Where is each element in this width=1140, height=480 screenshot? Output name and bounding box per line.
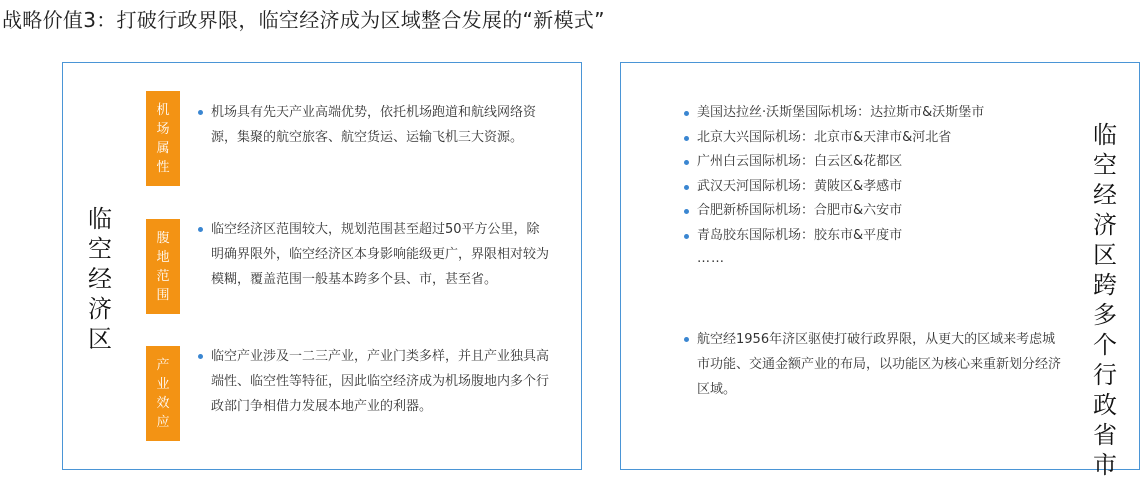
bullet-dot-icon	[684, 234, 689, 239]
list-item: 广州白云国际机场：白云区&花都区	[697, 150, 984, 175]
section-description	[211, 344, 551, 419]
list-item: 青岛胶东国际机场：胶东市&平度市	[697, 224, 984, 249]
list-item: 美国达拉丝·沃斯堡国际机场：达拉斯市&沃斯堡市	[697, 101, 984, 126]
summary-note-text: 航空经1956年济区驱使打破行政界限，从更大的区域来考虑城市功能、交通金额产业的布局，以功能区为核心来重新划分经济区域。	[697, 332, 1062, 397]
airport-list	[697, 101, 984, 249]
section-description	[211, 217, 551, 292]
list-item: 北京大兴国际机场：北京市&天津市&河北省	[697, 126, 984, 151]
section-text: 临空产业涉及一二三产业，产业门类多样，并且产业独具高端性、临空性等特征，因此临空经济成为机场腹地内多个行政部门争相借力发展本地产业的利器。	[211, 349, 550, 414]
bullet-dot-icon	[684, 209, 689, 214]
list-item: 武汉天河国际机场：黄陂区&孝感市	[697, 175, 984, 200]
bullet-dot-icon	[684, 160, 689, 165]
airport-economy-zone-panel	[62, 62, 582, 470]
section-text: 机场具有先天产业高端优势，依托机场跑道和航线网络资源，集聚的航空旅客、航空货运、运输飞机三大资源。	[211, 105, 537, 145]
tag-airport-attribute: 机场属性	[146, 91, 180, 186]
bullet-dot-icon	[198, 110, 203, 115]
list-ellipsis: ……	[697, 251, 725, 266]
tag-industry-effect: 产业效应	[146, 346, 180, 441]
bullet-dot-icon	[684, 337, 689, 342]
summary-note	[697, 327, 1067, 402]
section-text: 临空经济区范围较大，规划范围甚至超过50平方公里，除明确界限外，临空经济区本身影响能级更广，界限相对较为模糊，覆盖范围一般基本跨多个县、市，甚至省。	[211, 222, 550, 287]
bullet-dot-icon	[198, 227, 203, 232]
panel-vertical-title: 临空经济区跨多个行政省市	[1093, 121, 1117, 479]
bullet-dot-icon	[684, 136, 689, 141]
page-title: 战略价值3：打破行政界限，临空经济成为区域整合发展的“新模式”	[2, 8, 605, 32]
cross-region-panel	[620, 62, 1140, 479]
panel-vertical-title: 临空经济区	[88, 205, 112, 353]
bullet-dot-icon	[684, 185, 689, 190]
bullet-dot-icon	[684, 111, 689, 116]
list-item: 合肥新桥国际机场：合肥市&六安市	[697, 199, 984, 224]
bullet-dot-icon	[198, 354, 203, 359]
section-description	[211, 100, 551, 150]
tag-hinterland-range: 腹地范围	[146, 219, 180, 314]
